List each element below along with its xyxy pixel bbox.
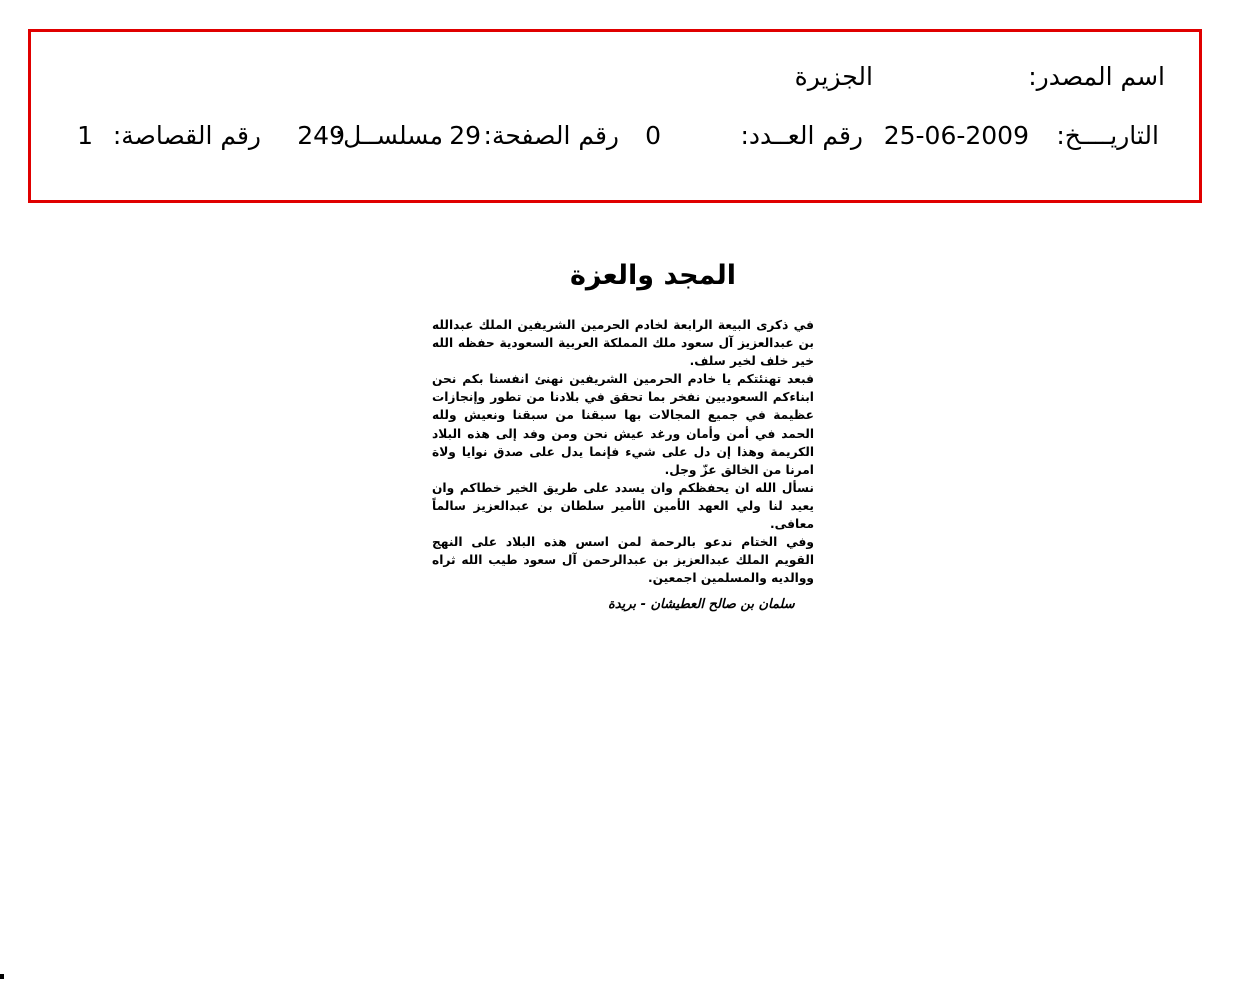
clip-label: رقم القصاصة: [112, 121, 261, 150]
source-value: الجزيرة [794, 62, 873, 91]
page-label: رقم الصفحة: [483, 121, 619, 150]
page-value: 29 [449, 121, 481, 150]
issue-label: رقم العــدد: [740, 121, 863, 150]
article [432, 256, 814, 614]
article-headline: المجد والعزة [569, 260, 737, 291]
article-paragraph: نسأل الله ان يحفظكم وان يسدد على طريق الخير خطاكم وان يعيد لنا ولي العهد الأمين الأمير سلطان بن عبدالعزيز سالماً معافى. [432, 480, 814, 532]
issue-value: 0 [645, 121, 661, 150]
date-value: 25-06-2009 [883, 121, 1029, 150]
clip-value: 1 [77, 121, 93, 150]
serial-value: 249 [297, 121, 345, 150]
article-paragraph: وفي الختام ندعو بالرحمة لمن اسس هذه البلاد على النهج القويم الملك عبدالعزيز بن عبدالرحمن آل سعود طيب الله ثراه ووالديه والمسلمين اجمعين. [432, 535, 814, 586]
scan-mark [0, 974, 4, 979]
source-label: اسم المصدر: [1028, 62, 1165, 91]
article-paragraph: فبعد تهنئتكم يا خادم الحرمين الشريفين نهنئ انفسنا بكم نحن ابناءكم السعوديين نفخر بما تحقق في بلادنا من تطور وإنجازات عظيمة في جميع المجالات بها سبقنا من سبقنا ونعيش ولله الحمد في أمن وأمان ورغد عيش نحن ومن وفد إلى هذه البلاد الكريمة وهذا إن دل على شيء فإنما يدل على صدق نوايا ولاة امرنا من الخالق عزّ وجل. [432, 372, 814, 477]
serial-label: مسلســل: [334, 121, 443, 150]
article-byline: سلمان بن صالح العطيشان - بريدة [608, 597, 795, 613]
metadata-box [28, 29, 1202, 203]
date-label: التاريــــخ: [1056, 121, 1159, 150]
article-paragraph: في ذكرى البيعة الرابعة لخادم الحرمين الشريفين الملك عبدالله بن عبدالعزيز آل سعود ملك المملكة العربية السعودية حفظه الله خير خلف لخير سلف. [432, 318, 814, 369]
